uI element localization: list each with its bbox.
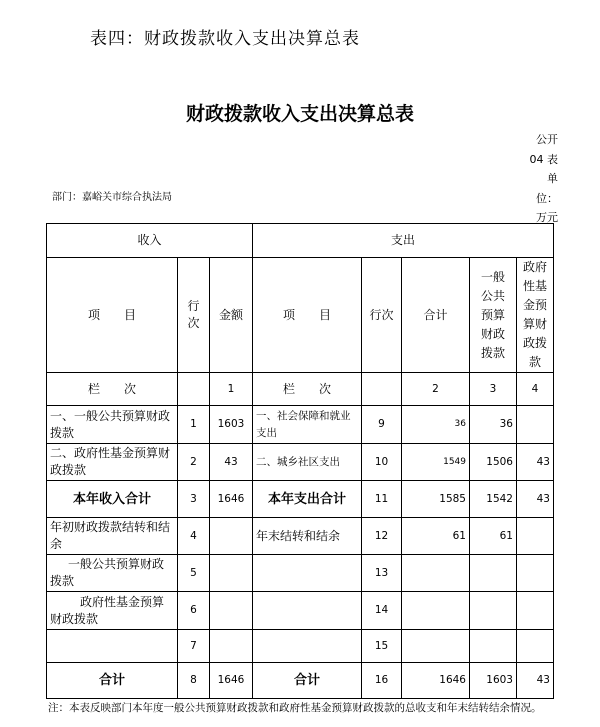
expense-fund: 43 <box>517 444 554 481</box>
column-index-label: 栏 次 <box>47 373 178 406</box>
form-number-line: 位： <box>536 191 558 205</box>
expense-general: 61 <box>470 518 517 555</box>
expense-line: 10 <box>362 444 402 481</box>
income-line: 4 <box>178 518 210 555</box>
expense-total: 61 <box>402 518 470 555</box>
income-line: 5 <box>178 555 210 592</box>
expense-item: 本年支出合计 <box>253 481 362 518</box>
expense-general: 36 <box>470 406 517 444</box>
column-index-cell: 2 <box>402 373 470 406</box>
document-heading: 表四：财政拨款收入支出决算总表 <box>90 29 360 49</box>
expense-total-header: 合计 <box>402 258 470 373</box>
income-line: 1 <box>178 406 210 444</box>
expense-item: 合计 <box>253 663 362 699</box>
expense-line: 14 <box>362 592 402 630</box>
table-row <box>47 444 554 481</box>
income-line: 3 <box>178 481 210 518</box>
expense-total: 1646 <box>402 663 470 699</box>
expense-group-header: 支出 <box>253 224 554 258</box>
income-item: 二、政府性基金预算财政拨款 <box>47 444 178 481</box>
expense-line: 9 <box>362 406 402 444</box>
income-item: 政府性基金预算财政拨款 <box>47 592 178 630</box>
header-group-row <box>47 224 554 258</box>
income-amount-header: 金额 <box>210 258 253 373</box>
income-item <box>47 630 178 663</box>
income-item-header: 项 目 <box>47 258 178 373</box>
income-amount: 43 <box>210 444 253 481</box>
expense-line: 16 <box>362 663 402 699</box>
expense-general <box>470 592 517 630</box>
budget-table <box>46 223 554 699</box>
column-index-cell: 1 <box>210 373 253 406</box>
expense-fund <box>517 518 554 555</box>
column-index-cell <box>362 373 402 406</box>
income-line: 6 <box>178 592 210 630</box>
expense-line: 11 <box>362 481 402 518</box>
expense-general: 1542 <box>470 481 517 518</box>
expense-total: 36 <box>402 406 470 444</box>
expense-line-header: 行次 <box>362 258 402 373</box>
expense-total: 1585 <box>402 481 470 518</box>
column-index-row <box>47 373 554 406</box>
table-title: 财政拨款收入支出决算总表 <box>185 103 414 125</box>
expense-line: 13 <box>362 555 402 592</box>
form-number <box>518 130 558 228</box>
income-group-header: 收入 <box>47 224 253 258</box>
income-line: 2 <box>178 444 210 481</box>
income-amount: 1646 <box>210 481 253 518</box>
income-amount: 1646 <box>210 663 253 699</box>
expense-fund <box>517 406 554 444</box>
table-row <box>47 406 554 444</box>
table-row-total <box>47 663 554 699</box>
form-number-line: 万元 <box>536 211 558 224</box>
expense-fund <box>517 592 554 630</box>
table-row <box>47 592 554 630</box>
income-item: 一、一般公共预算财政拨款 <box>47 406 178 444</box>
table-row <box>47 518 554 555</box>
expense-line: 15 <box>362 630 402 663</box>
expense-item: 二、城乡社区支出 <box>253 444 362 481</box>
header-column-row <box>47 258 554 373</box>
income-line-header: 行次 <box>178 258 210 373</box>
expense-item: 年末结转和结余 <box>253 518 362 555</box>
expense-fund-header: 政府性基金预算财政拨款 <box>517 258 554 373</box>
form-number-line: 公开 <box>536 133 558 146</box>
department-label: 部门：嘉峪关市综合执法局 <box>52 192 172 203</box>
column-index-label: 栏 次 <box>253 373 362 406</box>
expense-item: 一、社会保障和就业支出 <box>253 406 362 444</box>
income-item: 一般公共预算财政拨款 <box>47 555 178 592</box>
expense-general: 1603 <box>470 663 517 699</box>
income-item: 合计 <box>47 663 178 699</box>
expense-fund: 43 <box>517 663 554 699</box>
column-index-cell: 4 <box>517 373 554 406</box>
expense-general <box>470 555 517 592</box>
expense-total <box>402 630 470 663</box>
table-row <box>47 630 554 663</box>
table-row <box>47 555 554 592</box>
table-note: 注：本表反映部门本年度一般公共预算财政拨款和政府性基金预算财政拨款的总收支和年末结转结余情况。 <box>48 702 542 714</box>
income-item: 年初财政拨款结转和结余 <box>47 518 178 555</box>
expense-fund: 43 <box>517 481 554 518</box>
income-amount: 1603 <box>210 406 253 444</box>
expense-general: 1506 <box>470 444 517 481</box>
column-index-cell: 3 <box>470 373 517 406</box>
column-index-cell <box>178 373 210 406</box>
income-line: 8 <box>178 663 210 699</box>
expense-total <box>402 592 470 630</box>
expense-fund <box>517 630 554 663</box>
expense-total <box>402 555 470 592</box>
income-line: 7 <box>178 630 210 663</box>
form-number-line: 04 表 <box>529 152 558 166</box>
form-number-line: 单 <box>547 172 558 185</box>
expense-total: 1549 <box>402 444 470 481</box>
income-amount <box>210 630 253 663</box>
expense-general <box>470 630 517 663</box>
income-amount <box>210 555 253 592</box>
income-item: 本年收入合计 <box>47 481 178 518</box>
income-amount <box>210 518 253 555</box>
expense-item-header: 项 目 <box>253 258 362 373</box>
expense-general-header: 一般公共预算财政拨款 <box>470 258 517 373</box>
expense-line: 12 <box>362 518 402 555</box>
expense-item <box>253 592 362 630</box>
income-amount <box>210 592 253 630</box>
table-row <box>47 481 554 518</box>
expense-fund <box>517 555 554 592</box>
expense-item <box>253 630 362 663</box>
expense-item <box>253 555 362 592</box>
